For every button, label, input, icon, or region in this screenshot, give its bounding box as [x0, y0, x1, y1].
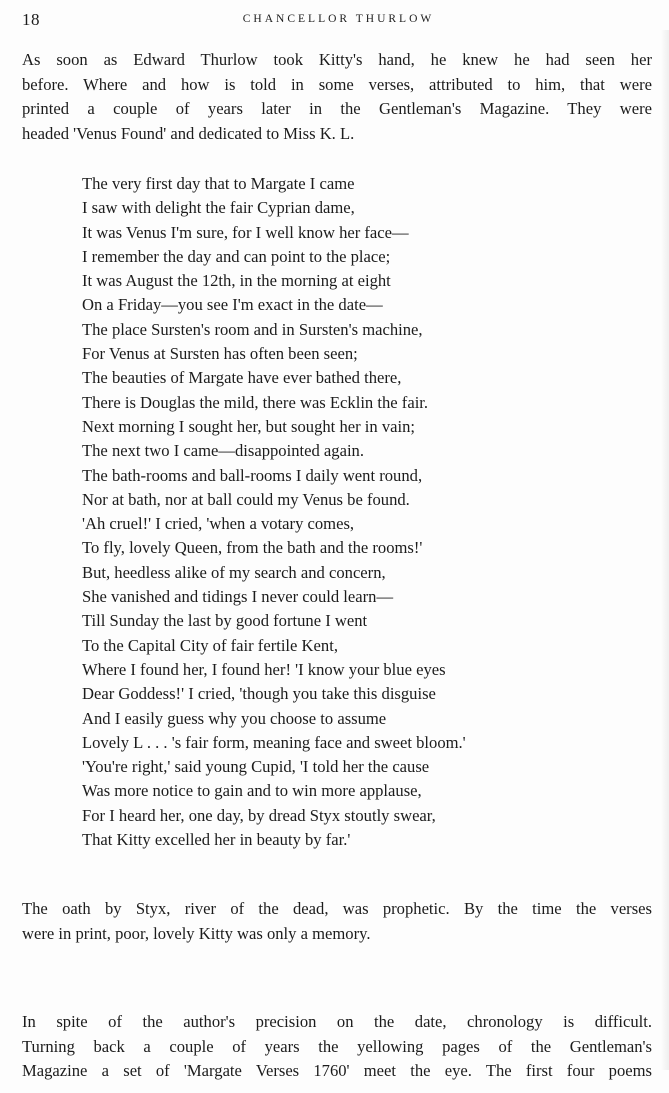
closing-line: Turning back a couple of years the yellowing pages of the Gentleman's: [22, 1036, 652, 1056]
after-poem-line: The oath by Styx, river of the dead, was prophetic. By the time the verses: [22, 899, 652, 918]
page-number: 18: [22, 10, 40, 29]
poem-verse: The very first day that to Margate I came: [82, 174, 355, 193]
poem-verse: The bath-rooms and ball-rooms I daily went round,: [82, 465, 423, 485]
poem-verse: She vanished and tidings I never could learn—: [82, 587, 394, 607]
closing-paragraph: [22, 1010, 652, 1084]
poem-verse: Dear Goddess!' I cried, 'though you take this disguise: [82, 684, 436, 704]
poem-verse: The beauties of Margate have ever bathed there,: [82, 368, 402, 388]
closing-line: In spite of the author's precision on the date, chronology is difficult.: [22, 1012, 652, 1031]
poem-verse: I remember the day and can point to the place;: [82, 246, 391, 266]
poem-verse: Was more notice to gain and to win more applause,: [82, 781, 422, 801]
poem-verse: And I easily guess why you choose to assume: [82, 708, 387, 728]
poem-verse: Till Sunday the last by good fortune I went: [82, 611, 368, 631]
intro-line: headed 'Venus Found' and dedicated to Miss K. L.: [22, 123, 355, 143]
intro-line: As soon as Edward Thurlow took Kitty's hand, he knew he had seen her: [22, 50, 652, 69]
poem-verse: But, heedless alike of my search and concern,: [82, 562, 386, 582]
poem-verse: Where I found her, I found her! 'I know your blue eyes: [82, 659, 446, 679]
poem-verse: To the Capital City of fair fertile Kent,: [82, 635, 338, 655]
intro-line: before. Where and how is told in some verses, attributed to him, that were: [22, 74, 652, 94]
poem-verse: The place Sursten's room and in Sursten's machine,: [82, 319, 423, 339]
intro-line: printed a couple of years later in the Gentleman's Magazine. They were: [22, 99, 652, 118]
after-poem-line: were in print, poor, lovely Kitty was only a memory.: [22, 923, 371, 943]
poem-verse: That Kitty excelled her in beauty by far.': [82, 830, 351, 850]
poem-verse: Next morning I sought her, but sought her in vain;: [82, 416, 416, 436]
poem-verse: There is Douglas the mild, there was Ecklin the fair.: [82, 392, 429, 412]
poem-verse: I saw with delight the fair Cyprian dame,: [82, 198, 355, 218]
poem-verse: It was Venus I'm sure, for I well know her face—: [82, 222, 409, 242]
poem-verse: On a Friday—you see I'm exact in the date—: [82, 295, 383, 315]
poem-verse: 'You're right,' said young Cupid, 'I told her the cause: [82, 757, 430, 777]
poem-verse: It was August the 12th, in the morning at eight: [82, 271, 391, 291]
poem-verse: Lovely L . . . 's fair form, meaning face and sweet bloom.': [82, 732, 466, 752]
closing-line: Magazine a set of 'Margate Verses 1760' meet the eye. The first four poems: [22, 1061, 652, 1080]
page-edge-shadow: [661, 30, 669, 1070]
poem-verse: For I heard her, one day, by dread Styx stoutly swear,: [82, 805, 436, 825]
poem-verse: 'Ah cruel!' I cried, 'when a votary comes,: [82, 514, 355, 534]
intro-paragraph: [22, 48, 652, 146]
poem-verse: To fly, lovely Queen, from the bath and the rooms!': [82, 538, 423, 558]
poem-venus-found: [82, 172, 662, 852]
poem-verse: The next two I came—disappointed again.: [82, 441, 365, 461]
after-poem-paragraph: [22, 897, 652, 946]
poem-verse: For Venus at Sursten has often been seen;: [82, 344, 358, 364]
poem-verse: Nor at bath, nor at ball could my Venus be found.: [82, 489, 410, 509]
page-header: [22, 10, 655, 30]
running-head: CHANCELLOR THURLOW: [242, 13, 435, 25]
